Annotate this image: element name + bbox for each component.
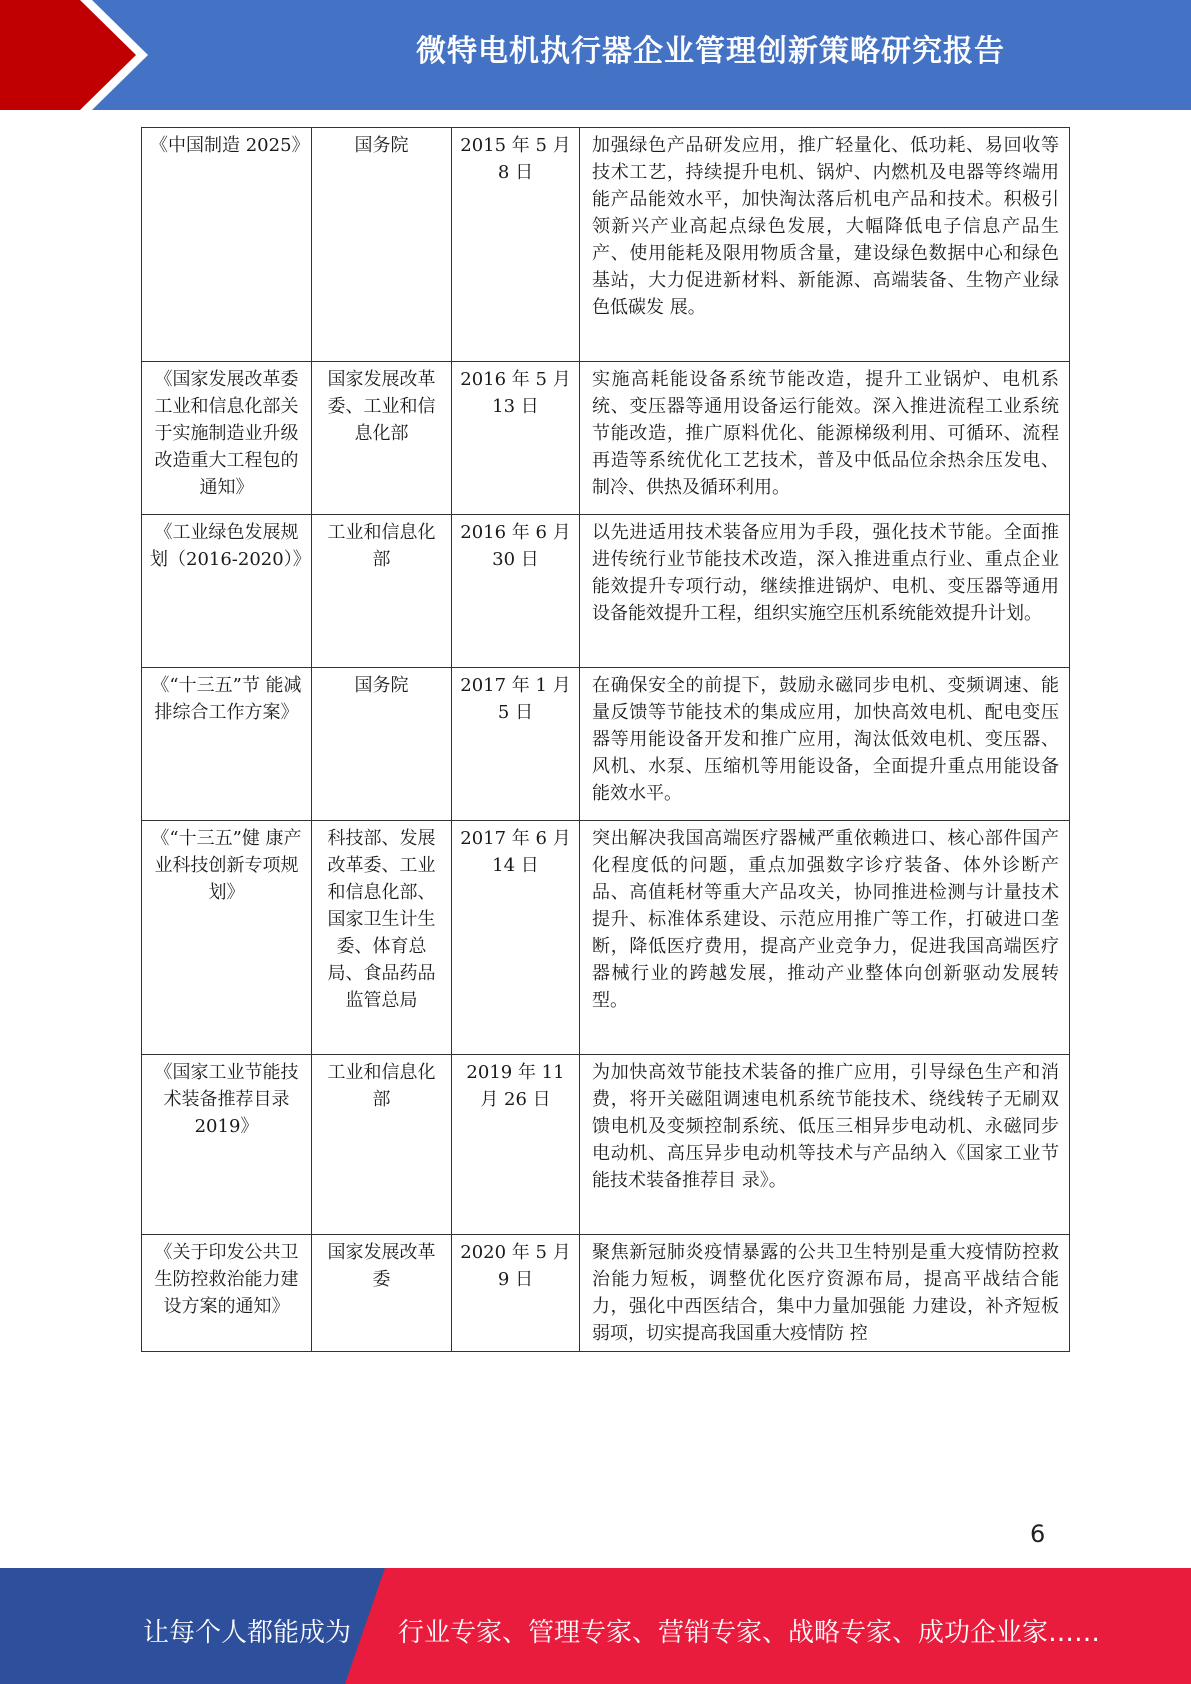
policy-name-cell: 《国家工业节能技术装备推荐目录 2019》: [142, 1055, 312, 1235]
policy-dept-cell: 国务院: [312, 668, 452, 821]
policy-name-cell: 《国家发展改革委工业和信息化部关于实施制造业升级改造重大工程包的通知》: [142, 362, 312, 515]
policy-table: [141, 127, 1070, 1352]
table-row: [142, 515, 1070, 668]
header-arrow-decoration: [0, 0, 160, 110]
table-row: [142, 821, 1070, 1055]
policy-dept-cell: 科技部、发展改革委、工业和信息化部、国家卫生计生委、体育总局、食品药品监管总局: [312, 821, 452, 1055]
policy-content-cell: 在确保安全的前提下，鼓励永磁同步电机、变频调速、能量反馈等节能技术的集成应用，加快高效电机、配电变压器等用能设备开发和推广应用，淘汰低效电机、变压器、风机、水泵、压缩机等用能设备，全面提升重点用能设备能效水平。: [580, 668, 1070, 821]
policy-name-cell: 《“十三五”节 能减排综合工作方案》: [142, 668, 312, 821]
policy-date-cell: 2019 年 11 月 26 日: [452, 1055, 580, 1235]
policy-dept-cell: 国家发展改革委、工业和信息化部: [312, 362, 452, 515]
policy-dept-cell: 工业和信息化部: [312, 515, 452, 668]
policy-content-cell: 为加快高效节能技术装备的推广应用，引导绿色生产和消费，将开关磁阻调速电机系统节能技术、绕线转子无刷双馈电机及变频控制系统、低压三相异步电动机、永磁同步电动机、高压异步电动机等技术与产品纳入《国家工业节能技术装备推荐目 录》。: [580, 1055, 1070, 1235]
table-row: [142, 128, 1070, 362]
footer-slogan-right: 行业专家、管理专家、营销专家、战略专家、成功企业家……: [398, 1618, 1101, 1648]
report-title: 微特电机执行器企业管理创新策略研究报告: [416, 34, 1005, 69]
page-footer: [0, 1568, 1191, 1684]
policy-content-cell: 以先进适用技术装备应用为手段，强化技术节能。全面推进传统行业节能技术改造，深入推进重点行业、重点企业能效提升专项行动，继续推进锅炉、电机、变压器等通用设备能效提升工程，组织实施空压机系统能效提升计划。: [580, 515, 1070, 668]
policy-content-cell: 加强绿色产品研发应用，推广轻量化、低功耗、易回收等技术工艺，持续提升电机、锅炉、内燃机及电器等终端用能产品能效水平，加快淘汰落后机电产品和技术。积极引领新兴产业高起点绿色发展，大幅降低电子信息产品生产、使用能耗及限用物质含量，建设绿色数据中心和绿色基站，大力促进新材料、新能源、高端装备、生物产业绿色低碳发 展。: [580, 128, 1070, 362]
policy-date-cell: 2016 年 6 月 30 日: [452, 515, 580, 668]
table-row: [142, 1235, 1070, 1352]
policy-name-cell: 《工业绿色发展规划（2016-2020）》: [142, 515, 312, 668]
policy-dept-cell: 国家发展改革委: [312, 1235, 452, 1352]
policy-date-cell: 2016 年 5 月 13 日: [452, 362, 580, 515]
policy-content-cell: 实施高耗能设备系统节能改造，提升工业锅炉、电机系统、变压器等通用设备运行能效。深入推进流程工业系统节能改造，推广原料优化、能源梯级利用、可循环、流程再造等系统优化工艺技术，普及中低品位余热余压发电、制冷、供热及循环利用。: [580, 362, 1070, 515]
footer-slogan-left: 让每个人都能成为: [143, 1618, 352, 1648]
policy-date-cell: 2017 年 6 月 14 日: [452, 821, 580, 1055]
policy-name-cell: 《“十三五”健 康产业科技创新专项规划》: [142, 821, 312, 1055]
policy-name-cell: 《关于印发公共卫生防控救治能力建设方案的通知》: [142, 1235, 312, 1352]
page-number: 6: [1030, 1520, 1046, 1548]
policy-date-cell: 2017 年 1 月 5 日: [452, 668, 580, 821]
policy-content-cell: 突出解决我国高端医疗器械严重依赖进口、核心部件国产化程度低的问题，重点加强数字诊疗装备、体外诊断产品、高值耗材等重大产品攻关，协同推进检测与计量技术提升、标准体系建设、示范应用推广等工作，打破进口垄断，降低医疗费用，提高产业竞争力，促进我国高端医疗器械行业的跨越发展，推动产业整体向创新驱动发展转型。: [580, 821, 1070, 1055]
table-row: [142, 1055, 1070, 1235]
table-row: [142, 668, 1070, 821]
policy-content-cell: 聚焦新冠肺炎疫情暴露的公共卫生特别是重大疫情防控救治能力短板，调整优化医疗资源布局，提高平战结合能力，强化中西医结合，集中力量加强能 力建设，补齐短板弱项，切实提高我国重大疫情防 控: [580, 1235, 1070, 1352]
policy-date-cell: 2020 年 5 月 9 日: [452, 1235, 580, 1352]
policy-dept-cell: 工业和信息化部: [312, 1055, 452, 1235]
policy-dept-cell: 国务院: [312, 128, 452, 362]
page-header: [0, 0, 1191, 110]
table-row: [142, 362, 1070, 515]
policy-name-cell: 《中国制造 2025》: [142, 128, 312, 362]
policy-date-cell: 2015 年 5 月 8 日: [452, 128, 580, 362]
